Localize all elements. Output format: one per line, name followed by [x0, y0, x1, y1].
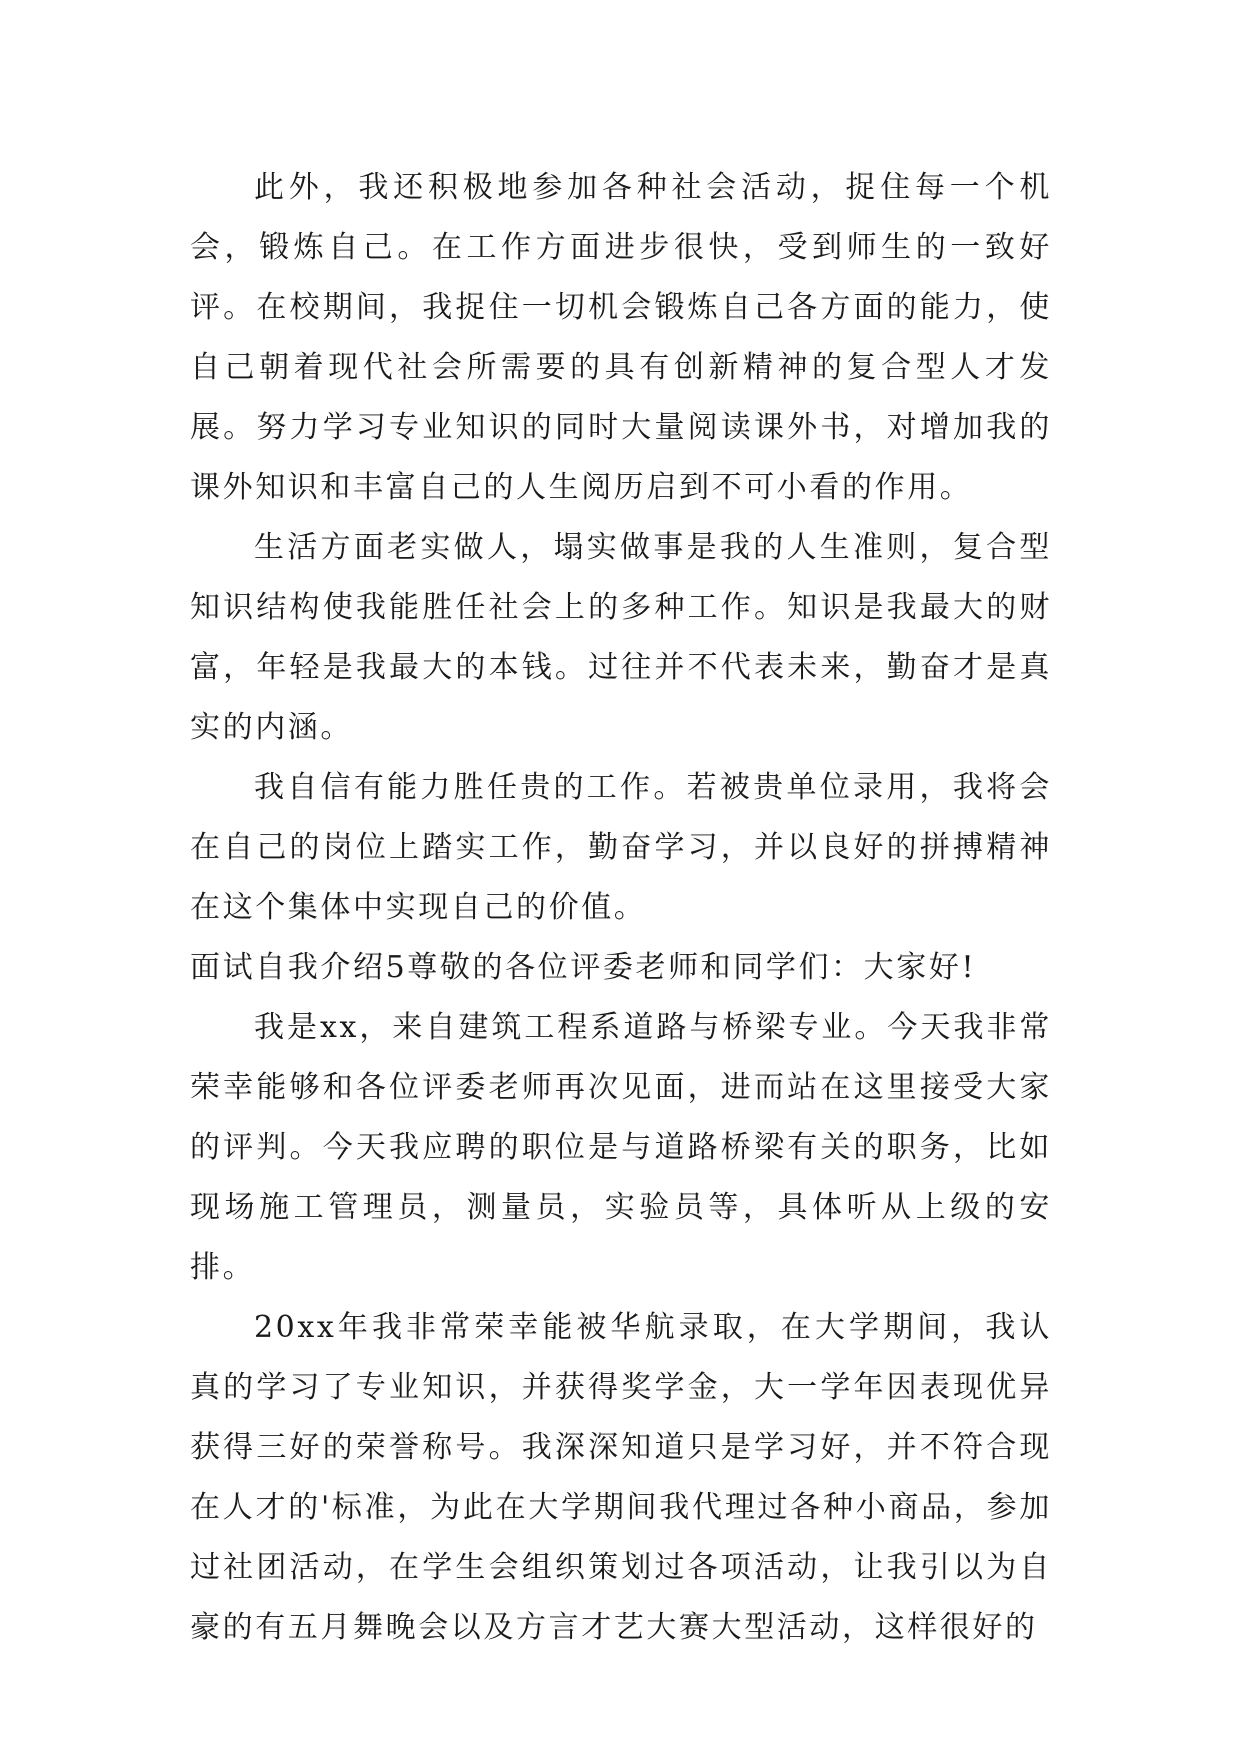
paragraph-confidence: 我自信有能力胜任贵的工作。若被贵单位录用，我将会在自己的岗位上踏实工作，勤奋学习，并以良好的拼搏精神在这个集体中实现自己的价值。	[190, 770, 1052, 925]
paragraph-life-principles: 生活方面老实做人，塌实做事是我的人生准则，复合型知识结构使我能胜任社会上的多种工作。知识是我最大的财富，年轻是我最大的本钱。过往并不代表未来，勤奋才是真实的内涵。	[190, 530, 1052, 745]
paragraph-university-experience: 20xx年我非常荣幸能被华航录取，在大学期间，我认真的学习了专业知识，并获得奖学金，大一学年因表现优异获得三好的荣誉称号。我深深知道只是学习好，并不符合现在人才的'标准，为此在大学期间我代理过各种小商品，参加过社团活动，在学生会组织策划过各项活动，让我引以为自豪的有五月舞晚会以及方言才艺大赛大型活动，这样很好的	[190, 1310, 1052, 1645]
document-page	[190, 158, 1052, 1658]
section-heading-self-intro-5: 面试自我介绍5尊敬的各位评委老师和同学们：大家好!	[190, 950, 977, 985]
paragraph-social-activities: 此外，我还积极地参加各种社会活动，捉住每一个机会，锻炼自己。在工作方面进步很快，受到师生的一致好评。在校期间，我捉住一切机会锻炼自己各方面的能力，使自己朝着现代社会所需要的具有创新精神的复合型人才发展。努力学习专业知识的同时大量阅读课外书，对增加我的课外知识和丰富自己的人生阅历启到不可小看的作用。	[190, 170, 1052, 505]
paragraph-introduction: 我是xx，来自建筑工程系道路与桥梁专业。今天我非常荣幸能够和各位评委老师再次见面，进而站在这里接受大家的评判。今天我应聘的职位是与道路桥梁有关的职务，比如现场施工管理员，测量员，实验员等，具体听从上级的安排。	[190, 1010, 1052, 1285]
